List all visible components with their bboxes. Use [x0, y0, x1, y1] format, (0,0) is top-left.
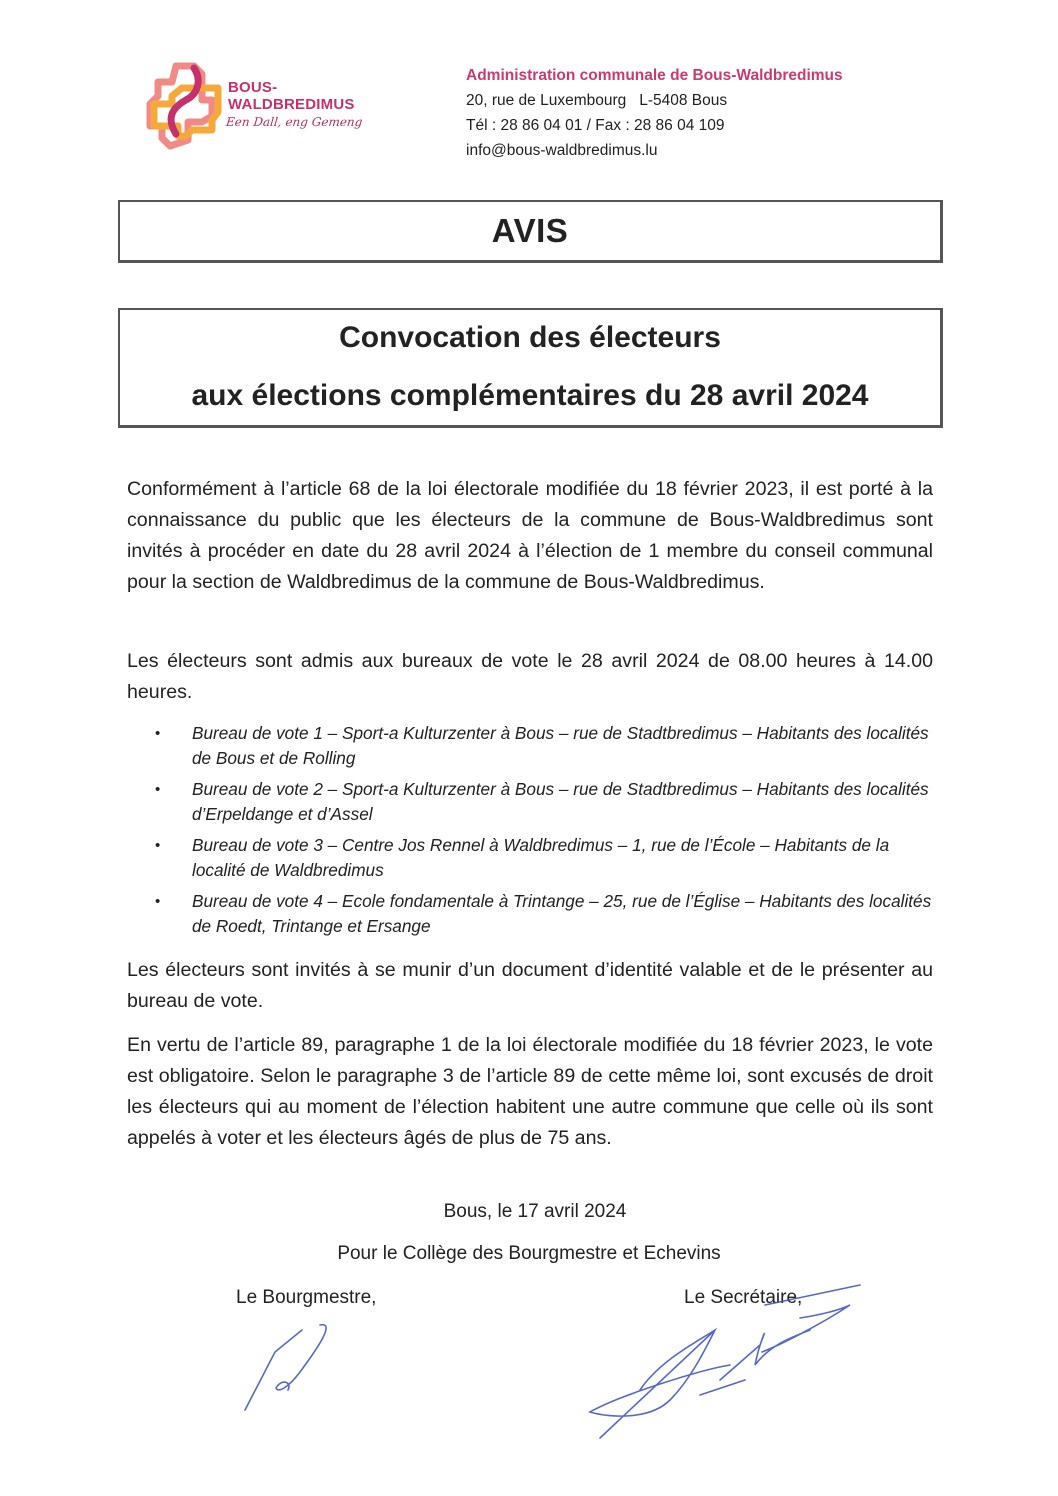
- notice-label: AVIS: [491, 212, 569, 249]
- bourgmestre-signature-icon: [245, 1325, 326, 1410]
- bullet-icon: •: [155, 837, 161, 854]
- commune-logo: [142, 60, 382, 150]
- paragraph-mandatory-vote: En vertu de l’article 89, paragraphe 1 de la loi électorale modifiée du 18 février 2023, le vote est obligatoire. Selon le paragraphe 3 de l’article 89 de cette même loi, sont excusés de droit les électeurs qui au moment de l’élection habitent une autre commune que celle où ils sont appelés à voter et les électeurs âgés de plus de 75 ans.: [127, 1034, 933, 1149]
- list-item: [155, 889, 935, 939]
- postal-address: 20, rue de Luxembourg L-5408 Bous: [466, 92, 728, 109]
- paragraph-voting-hours: Les électeurs sont admis aux bureaux de vote le 28 avril 2024 de 08.00 heures à 14.00 heures.: [127, 650, 933, 703]
- polling-station-4: Bureau de vote 4 – Ecole fondamentale à Trintange – 25, rue de l’Église – Habitants des localités de Roedt, Trintange et Ersange: [192, 891, 932, 936]
- notice-title-line1: Convocation des électeurs: [339, 321, 721, 354]
- notice-label-box: [118, 200, 943, 263]
- bullet-icon: •: [155, 725, 161, 742]
- address-block: [466, 63, 843, 163]
- bourgmestre-label: Le Bourgmestre,: [236, 1287, 377, 1308]
- logo-wordmark: [228, 79, 355, 113]
- list-item: [155, 721, 935, 771]
- list-item: [155, 777, 935, 827]
- polling-station-3: Bureau de vote 3 – Centre Jos Rennel à Waldbredimus – 1, rue de l’École – Habitants de la localité de Waldbredimus: [192, 835, 890, 880]
- bullet-icon: •: [155, 781, 161, 798]
- paragraph-legal-basis: Conformément à l’article 68 de la loi électorale modifiée du 18 février 2023, il est porté à la connaissance du public que les électeurs de la commune de Bous-Waldbredimus sont invités à procéder en date du 28 avril 2024 à l’élection de 1 membre du conseil communal pour la section de Waldbredimus de la commune de Bous-Waldbredimus.: [127, 478, 933, 593]
- notice-title-box: [118, 308, 943, 428]
- email-address[interactable]: info@bous-waldbredimus.lu: [466, 142, 658, 159]
- organization-name: Administration communale de Bous-Waldbredimus: [466, 67, 843, 84]
- logo-emblem-icon: [142, 60, 226, 152]
- polling-stations-list: [155, 721, 935, 945]
- bullet-icon: •: [155, 893, 161, 910]
- logo-tagline: Een Dall, eng Gemeng: [225, 115, 364, 129]
- college-line: Pour le Collège des Bourgmestre et Echevins: [337, 1243, 721, 1264]
- polling-station-2: Bureau de vote 2 – Sport-a Kulturzenter à Bous – rue de Stadtbredimus – Habitants des localités d’Erpeldange et d’Assel: [192, 779, 929, 824]
- paragraph-identity-document: Les électeurs sont invités à se munir d’un document d’identité valable et de le présenter au bureau de vote.: [127, 959, 933, 1012]
- phone-fax: Tél : 28 86 04 01 / Fax : 28 86 04 109: [466, 117, 725, 134]
- polling-station-1: Bureau de vote 1 – Sport-a Kulturzenter à Bous – rue de Stadtbredimus – Habitants des localités de Bous et de Rolling: [192, 723, 929, 768]
- logo-name-line1: BOUS-: [228, 79, 278, 96]
- place-date: Bous, le 17 avril 2024: [443, 1201, 627, 1222]
- secretaire-label: Le Secrétaire,: [684, 1287, 803, 1308]
- logo-name-line2: WALDBREDIMUS: [228, 96, 355, 113]
- notice-title-line2: aux élections complémentaires du 28 avril 2024: [191, 379, 869, 412]
- list-item: [155, 833, 935, 883]
